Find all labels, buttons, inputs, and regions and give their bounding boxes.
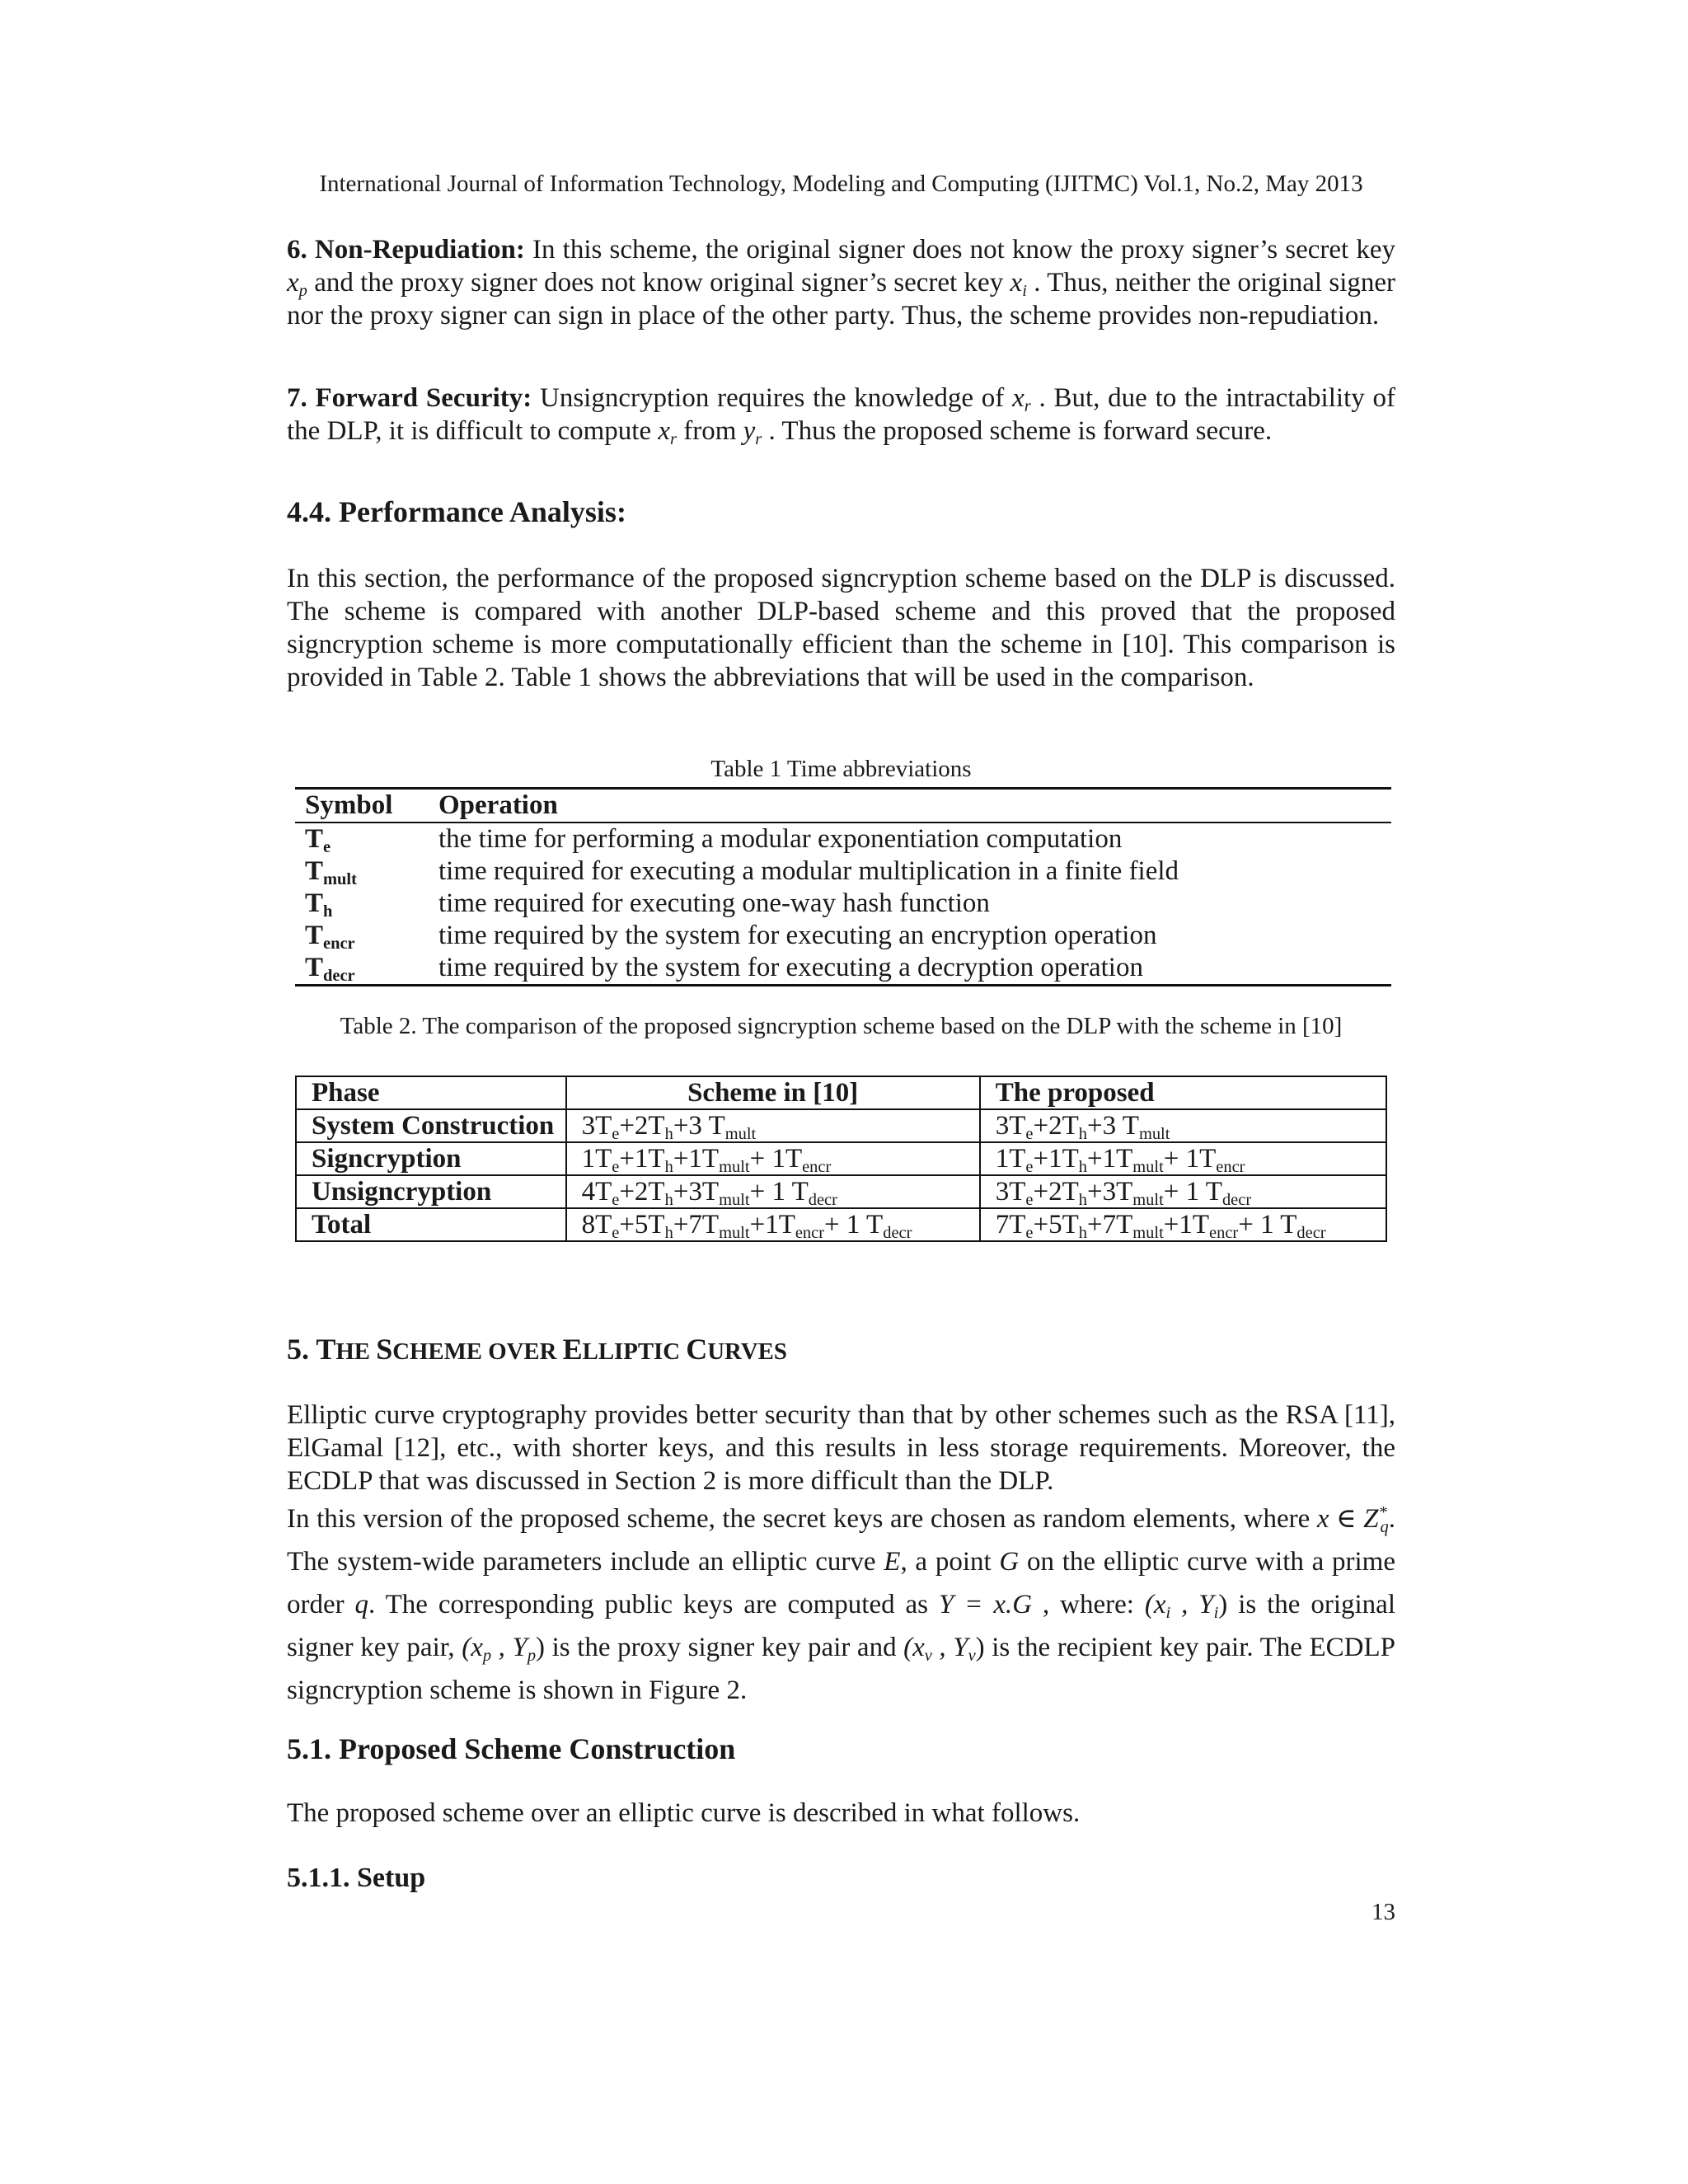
symbol-cell: $T_{mult}$ (305, 856, 357, 889)
proposed-cost-cell: $7T_e+5T_h+7T_{mult}+1T_{encr}+ 1$ $T_{decr}$ (980, 1208, 1386, 1241)
table1-header-row (295, 789, 1391, 823)
symbol-cell: $T_{decr}$ (305, 953, 355, 986)
operation-cell: time required for executing a modular multiplication in a finite field (438, 856, 1179, 886)
ecc-intro-paragraph: Elliptic curve cryptography provides better security than that by other schemes such as the RSA [11], ElGamal [12], etc., with shorter keys, and this results in less storage requirements. Moreover, the ECDLP that was discussed in Section 2 is more difficult than the DLP. (287, 1400, 1395, 1496)
non-repudiation-label: 6. Non-Repudiation: (287, 235, 525, 265)
table-row (296, 1109, 1386, 1142)
symbol-cell: $T_e$ (305, 824, 331, 857)
operation-cell: time required for executing one-way hash function (438, 888, 990, 918)
performance-paragraph: In this section, the performance of the proposed signcryption scheme based on the DLP is discussed. The scheme is compared with another DLP-based scheme and this proved that the proposed signcryption scheme is more computationally efficient than the scheme in [10]. This comparison is provided in Table 2. Table 1 shows the abbreviations that will be used in the comparison. (287, 564, 1395, 692)
section-heading-4-4: 4.4. Performance Analysis: (287, 495, 626, 528)
proposed-cost-cell: $3T_e+2T_h+3$ $T_{mult}$ (980, 1109, 1386, 1142)
operation-cell: time required by the system for executing a decryption operation (438, 953, 1143, 982)
table1-header-operation: Operation (438, 790, 558, 820)
scheme10-cost-cell: $3T_e+2T_h+3$ $T_{mult}$ (566, 1109, 980, 1142)
proposed-cost-cell: $1T_e+1T_h+1T_{mult}+ 1T_{encr}$ (980, 1142, 1386, 1175)
running-header: International Journal of Information Technology, Modeling and Computing (IJITMC) Vol.1, No.2, May 2013 (319, 171, 1363, 197)
section-heading-5: 5. THE SCHEME OVER ELLIPTIC CURVES (287, 1333, 787, 1366)
symbol-cell: $T_{encr}$ (305, 921, 355, 954)
phase-cell: System Construction (296, 1109, 566, 1142)
operation-cell: the time for performing a modular exponentiation computation (438, 824, 1123, 854)
scheme10-cost-cell: $1T_e+1T_h+1T_{mult}+ 1T_{encr}$ (566, 1142, 980, 1175)
table-row (295, 920, 1391, 952)
table2-caption: Table 2. The comparison of the proposed signcryption scheme based on the DLP with the scheme in [10] (340, 1013, 1343, 1039)
comparison-table (295, 1076, 1387, 1242)
phase-cell: Unsigncryption (296, 1175, 566, 1208)
abbreviations-table (295, 787, 1391, 987)
scheme-construction-paragraph: The proposed scheme over an elliptic curve is described in what follows. (287, 1798, 1081, 1828)
section-heading-5-1-1: 5.1.1. Setup (287, 1863, 426, 1893)
phase-cell: Total (296, 1208, 566, 1241)
table-row (295, 855, 1391, 888)
scheme-version-paragraph: In this version of the proposed scheme, the secret keys are chosen as random elements, where x ∈ $Z^*_q$. The system-wide parameters include an elliptic curve E, a point G on the elliptic curve with a prime order q. The corresponding public keys are computed as Y = x.G , where: ($x_i$ , $Y_i$) is the original signer key pair, ($x_p$ , $Y_p$) is the proxy signer key pair and ($x_v$ , $Y_v$) is the recipient key pair. The ECDLP signcryption scheme is shown in Figure 2. (287, 1503, 1395, 1705)
scheme10-cost-cell: $8T_e+5T_h+7T_{mult}+1T_{encr}+ 1$ $T_{decr}$ (566, 1208, 980, 1241)
forward-security-label: 7. Forward Security: (287, 383, 532, 413)
section-heading-5-1: 5.1. Proposed Scheme Construction (287, 1732, 736, 1765)
table2-header-scheme10: Scheme in [10] (566, 1076, 980, 1109)
symbol-cell: $T_h$ (305, 888, 333, 921)
table2-header-phase: Phase (296, 1076, 566, 1109)
forward-security-paragraph: 7. Forward Security: Unsigncryption requires the knowledge of $x_r$ . But, due to the intractability of the DLP, it is difficult to compute $x_r$ from $y_r$ . Thus the proposed scheme is forward secure. (287, 383, 1395, 449)
table1-caption: Table 1 Time abbreviations (710, 756, 972, 782)
table-row (295, 888, 1391, 920)
table1-header-symbol: Symbol (305, 790, 393, 820)
non-repudiation-paragraph: 6. Non-Repudiation: In this scheme, the original signer does not know the proxy signer’s secret key $x_p$ and the proxy signer does not know original signer’s secret key $x_i$ . Thus, neither the original signer nor the proxy signer can sign in place of the other party. Thus, the scheme provides non-repudiation. (287, 235, 1395, 330)
page-number: 13 (1372, 1899, 1395, 1925)
phase-cell: Signcryption (296, 1142, 566, 1175)
table-row (296, 1142, 1386, 1175)
table-row (295, 952, 1391, 986)
table-row (295, 823, 1391, 855)
table2-header-proposed: The proposed (980, 1076, 1386, 1109)
proposed-cost-cell: $3T_e+2T_h+3T_{mult}+ 1$ $T_{decr}$ (980, 1175, 1386, 1208)
table-row (296, 1175, 1386, 1208)
table2-header-row (296, 1076, 1386, 1109)
operation-cell: time required by the system for executing an encryption operation (438, 921, 1157, 950)
table-row (296, 1208, 1386, 1241)
scheme10-cost-cell: $4T_e+2T_h+3T_{mult}+ 1$ $T_{decr}$ (566, 1175, 980, 1208)
